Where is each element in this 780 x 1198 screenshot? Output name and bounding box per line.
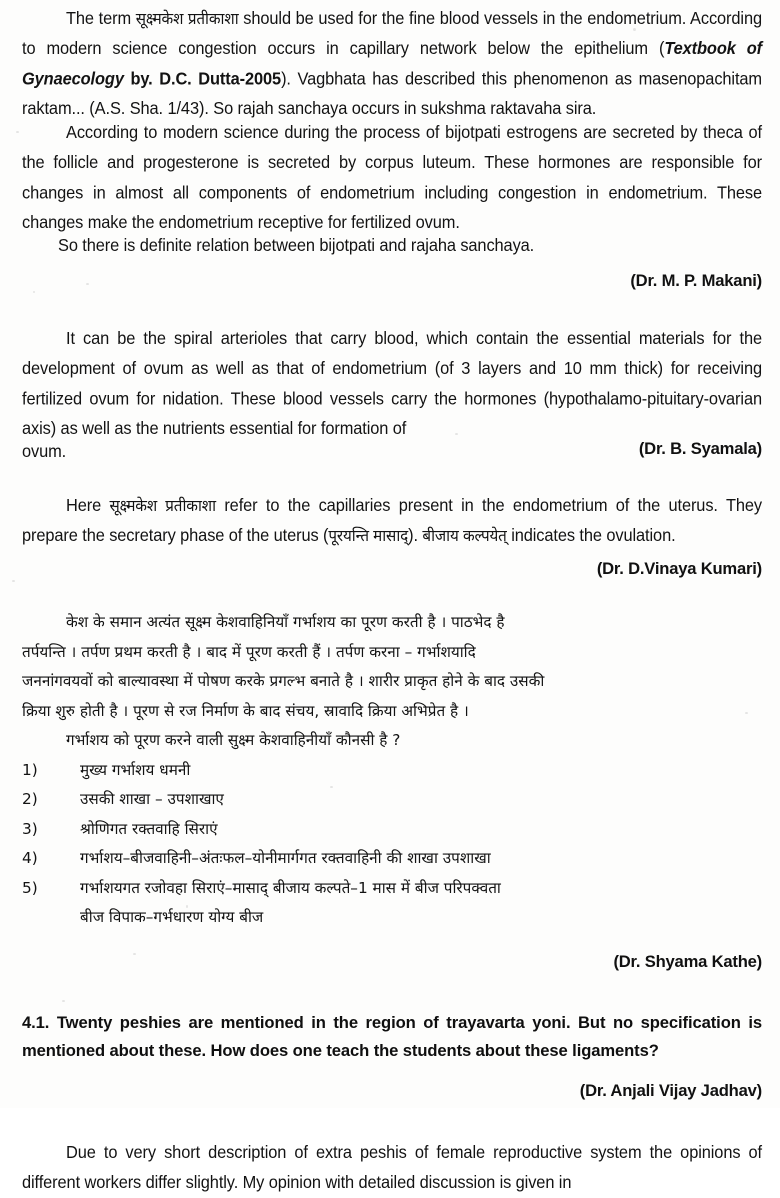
paragraph-definite-relation: So there is definite relation between bijotpati and rajaha sanchaya.: [58, 236, 535, 256]
devanagari-passage: [22, 608, 762, 756]
devanagari-line-4: क्रिया शुरु होती है । पूरण से रज निर्माण के बाद संचय, स्रावादि क्रिया अभिप्रेत है ।: [22, 701, 469, 720]
list-item-index: 1): [22, 760, 38, 779]
document-body: [22, 4, 762, 1195]
paragraph-spiral-arterioles-tail: ovum.: [22, 442, 67, 462]
list-item-label: गर्भाशय–बीजवाहिनी–अंतःफल–योनीमार्गगत रक्तवाहिनी की शाखा उपशाखा: [80, 849, 491, 868]
paragraph-modern-science-bijotpati: According to modern science during the process of bijotpati estrogens are secreted by theca of the follicle and progesterone is secreted by corpus luteum. These hormones are responsible for changes in almost all components of endometrium including congestion in endometrium. These changes make the endometrium receptive for fertilized ovum.: [22, 122, 762, 233]
paragraph-here-sukshmakesha: [22, 491, 762, 551]
p1-devanagari-term: सूक्ष्मकेश प्रतीकाशा: [135, 9, 239, 29]
p5-text-d: indicates the ovulation.: [506, 526, 676, 546]
devanagari-numbered-list: [22, 756, 762, 933]
p5-text-c: ).: [408, 526, 423, 546]
p1-text-a: The term: [66, 9, 136, 29]
devanagari-line-3: जननांगवयवों को बाल्यावस्था में पोषण करके प्रगल्भ बनाते है । शारीर प्राकृत होने के बाद उसकी: [22, 672, 545, 691]
p5-devanagari-term-3: बीजाय कल्पयेत्: [422, 526, 507, 546]
book-title-citation: Textbook of Gynaecology: [22, 39, 762, 89]
p1-text-b: should be used for the fine blood vessels in the endometrium. According to modern science congestion occurs in capillary network below the epithelium (: [22, 9, 762, 59]
list-item-index: 2): [22, 790, 38, 809]
scan-speckle: [16, 131, 19, 133]
list-item-index: 5): [22, 878, 38, 897]
list-item-label: बीज विपाक–गर्भधारण योग्य बीज: [80, 908, 264, 927]
list-item-continuation: [22, 903, 762, 933]
list-item: [22, 844, 762, 874]
attribution-shyama-kathe: (Dr. Shyama Kathe): [613, 951, 762, 971]
list-item: [22, 756, 762, 786]
p1-text-d: ). Vagbhata has described this phenomenon as masenopachitam raktam... (A.S. Sha. 1/43). So rajah sanchaya occurs in sukshma raktavaha sira.: [22, 69, 762, 119]
attribution-syamala: (Dr. B. Syamala): [638, 439, 762, 459]
paragraph-extra-peshis: Due to very short description of extra peshis of female reproductive system the opinions of different workers differ slightly. My opinion with detailed discussion is given in: [22, 1143, 762, 1193]
devanagari-line-2: तर्पयन्ति । तर्पण प्रथम करती है । बाद में पूरण करती हैं । तर्पण करना – गर्भाशयादि: [22, 642, 476, 661]
p5-text-b: refer to the capillaries present in the endometrium of the uterus. They prepare the secretary phase of the uterus (: [22, 496, 762, 546]
list-item-label: गर्भाशयगत रजोवहा सिराएं–मासाद् बीजाय कल्पते–1 मास में बीज परिपक्वता: [80, 878, 501, 897]
paragraph-term-sukshmakesha: [22, 4, 762, 124]
p5-devanagari-term-2: पूरयन्ति मासाद्: [328, 526, 409, 546]
list-item-label: उसकी शाखा – उपशाखाए: [80, 790, 224, 809]
list-item-index: 4): [22, 849, 38, 868]
list-item: [22, 785, 762, 815]
scan-speckle: [12, 580, 15, 582]
attribution-makani: (Dr. M. P. Makani): [630, 270, 762, 290]
attribution-anjali-vijay-jadhav: (Dr. Anjali Vijay Jadhav): [579, 1080, 762, 1100]
list-item: [22, 815, 762, 845]
list-item: [22, 874, 762, 904]
p5-devanagari-term-1: सूक्ष्मकेश प्रतीकाशा: [109, 496, 216, 516]
attribution-vinaya-kumari: (Dr. D.Vinaya Kumari): [596, 559, 762, 579]
book-author-citation: by. D.C. Dutta-2005: [130, 69, 282, 89]
question-4-1: 4.1. Twenty peshies are mentioned in the region of trayavarta yoni. But no specification is mentioned about these. How does one teach the students about these ligaments?: [22, 1012, 762, 1061]
list-item-index: 3): [22, 819, 38, 838]
devanagari-line-1: केश के समान अत्यंत सूक्ष्म केशवाहिनियॉं गर्भाशय का पूरण करती है । पाठभेद है: [66, 613, 505, 632]
p5-text-a: Here: [66, 496, 110, 516]
list-item-label: श्रोणिगत रक्तवाहि सिराएं: [80, 819, 218, 838]
paragraph-spiral-arterioles: It can be the spiral arterioles that carry blood, which contain the essential materials for the development of ovum as well as that of endometrium (of 3 layers and 10 mm thick) for receiving fertilized ovum for nidation. These blood vessels carry the hormones (hypothalamo-pituitary-ovarian axis) as well as the nutrients essential for formation of: [22, 328, 762, 439]
list-item-label: मुख्य गर्भाशय धमनी: [80, 760, 191, 779]
devanagari-question: गर्भाशय को पूरण करने वाली सुक्ष्म केशवाहिनीयॉं कौनसी है ?: [66, 731, 401, 750]
